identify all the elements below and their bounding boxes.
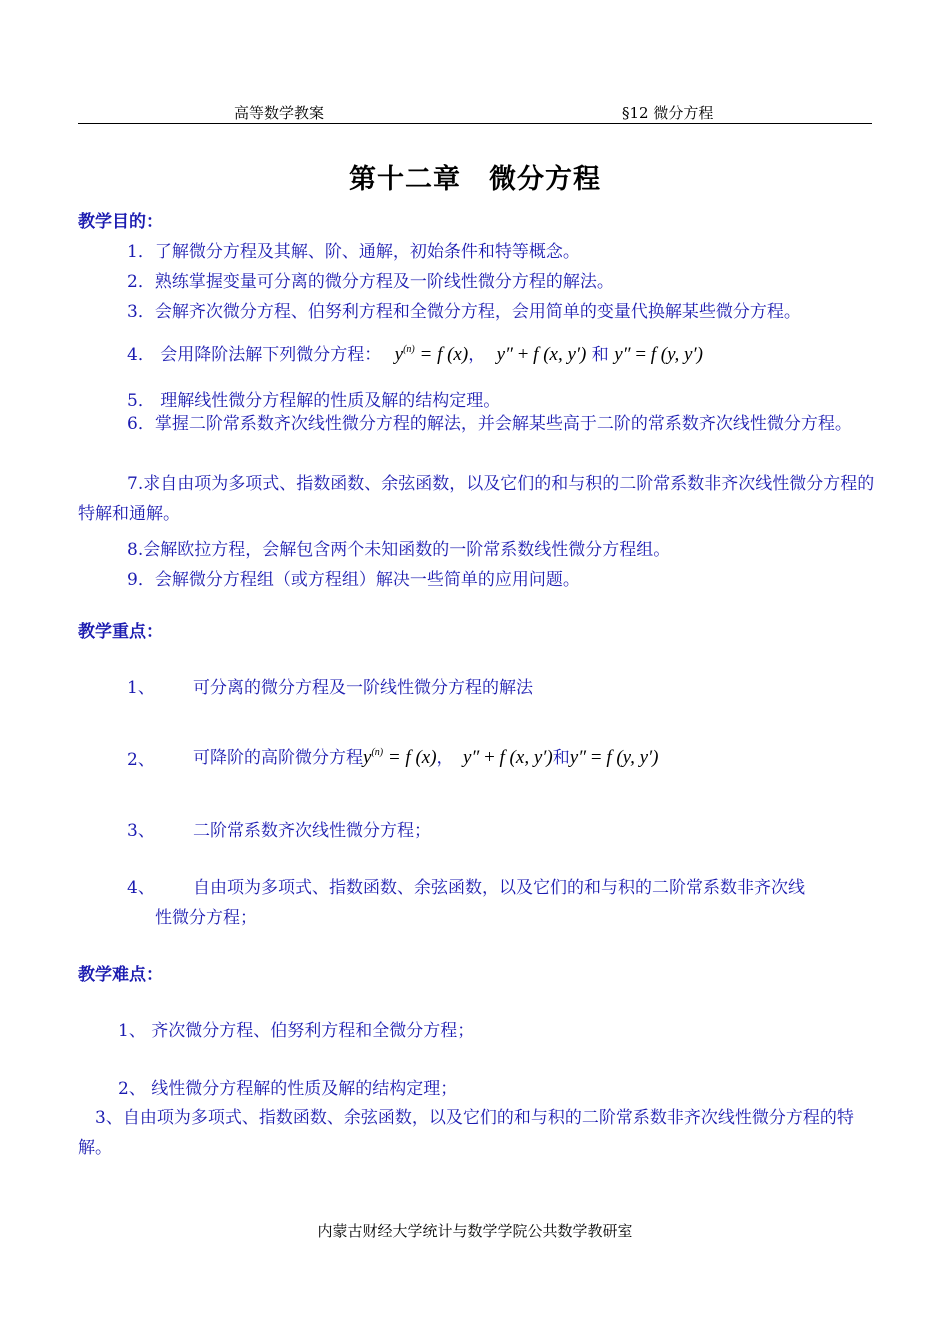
formula-n: (n) [403,344,415,355]
keypoint-1: 可分离的微分方程及一阶线性微分方程的解法 [193,678,533,698]
difficulty-2: 2、 线性微分方程解的性质及解的结构定理； [118,1079,458,1099]
kp-formula-comma: ， [436,748,454,768]
objective-item-5: 5． 理解线性微分方程解的性质及解的结构定理。 [127,391,501,411]
page-footer: 内蒙古财经大学统计与数学学院公共数学教研室 [317,1222,633,1240]
objective-item-7: 7.求自由项为多项式、指数函数、余弦函数，以及它们的和与积的二阶常系数非齐次线性微分方程的特解和通解。 [78,474,875,524]
objective-item-2: 2．熟练掌握变量可分离的微分方程及一阶线性微分方程的解法。 [127,272,614,292]
keypoint-2-num: 2、 [127,750,155,770]
objective-item-4-and: 和 [591,345,609,365]
formula-fyy: f (y, y′) [650,344,703,365]
objective-item-1: 1．了解微分方程及其解、阶、通解，初始条件和特等概念。 [127,242,580,262]
chapter-title: 第十二章 微分方程 [349,164,601,195]
kp-formula-ypp-2: y″ [569,747,587,768]
keypoints-heading: 教学重点： [78,622,163,642]
formula-ypp-2: y″ [614,344,631,365]
kp-formula-y: y [363,747,372,768]
kp-formula-fyy: f (y, y′) [606,747,659,768]
kp-formula-eq-fx: = f (x) [383,747,437,768]
formula-comma: ， [468,345,486,365]
kp-formula-n: (n) [371,747,384,758]
difficulties-heading: 教学难点： [78,965,163,985]
header-right: §12 微分方程 [622,104,714,122]
keypoint-3: 二阶常系数齐次线性微分方程； [193,821,431,841]
kp-formula-eq: = [586,747,607,768]
keypoint-4-num: 4、 [127,878,155,898]
header-rule [78,123,872,124]
keypoint-3-num: 3、 [127,821,155,841]
difficulty-3: 3、自由项为多项式、指数函数、余弦函数，以及它们的和与积的二阶常系数非齐次线性微分方程的特解。 [78,1108,854,1158]
formula-ypp: y″ [496,344,513,365]
objective-item-4-text: 4． 会用降阶法解下列微分方程： [127,345,382,365]
formula-plus: + [512,344,534,365]
keypoint-2-text: 可降阶的高阶微分方程 [193,748,363,768]
keypoint-2-and: 和 [552,748,570,768]
formula-eq-fx: = f (x) [414,344,469,365]
header-left: 高等数学教案 [234,104,325,122]
formula-eq: = [630,344,651,365]
difficulty-1: 1、 齐次微分方程、伯努利方程和全微分方程； [118,1021,475,1041]
objective-item-4 [127,340,703,366]
keypoint-4-line-2: 性微分方程； [155,908,257,928]
objective-item-3: 3．会解齐次微分方程、伯努利方程和全微分方程，会用简单的变量代换解某些微分方程。 [127,302,801,322]
kp-formula-ypp: y″ [462,747,480,768]
kp-formula-plus: + [479,747,500,768]
kp-formula-fxy: f (x, y′) [499,747,553,768]
objective-item-6: 6．掌握二阶常系数齐次线性微分方程的解法，并会解某些高于二阶的常系数齐次线性微分方程。 [127,414,852,434]
keypoint-4-line-1: 自由项为多项式、指数函数、余弦函数，以及它们的和与积的二阶常系数非齐次线 [193,878,805,898]
formula-fxy: f (x, y′) [533,344,587,365]
objective-item-8: 8.会解欧拉方程，会解包含两个未知函数的一阶常系数线性微分方程组。 [127,540,671,560]
objective-item-9: 9．会解微分方程组（或方程组）解决一些简单的应用问题。 [127,570,580,590]
formula-y: y [394,344,404,365]
objectives-heading: 教学目的： [78,212,163,232]
page-header [78,100,872,122]
keypoint-1-num: 1、 [127,678,155,698]
keypoint-2 [193,743,659,769]
